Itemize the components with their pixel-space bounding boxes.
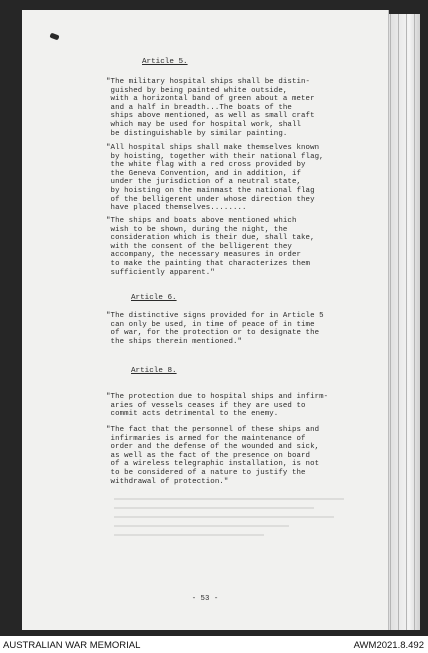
article-5-heading: Article 5. — [142, 58, 188, 66]
article-8-paragraph-1: "The protection due to hospital ships and infirm- aries of vessels ceases if they are used to commit acts detrimental to the enemy. — [106, 393, 329, 419]
institution-name: AUSTRALIAN WAR MEMORIAL — [3, 640, 141, 651]
archive-footer — [0, 636, 428, 653]
article-5-paragraph-1: "The military hospital ships shall be distin- guished by being painted white outside, with a horizontal band of green about a meter and a half in breadth...The boats of the ships above mentioned, as well as small craft which may be used for hospital work, shall be distinguishable by similar painting. — [106, 78, 315, 138]
punch-hole-mark — [49, 33, 59, 41]
show-through-text — [114, 498, 364, 543]
record-id: AWM2021.8.492 — [353, 640, 424, 651]
article-6-heading: Article 6. — [131, 294, 177, 302]
article-5-paragraph-3: "The ships and boats above mentioned which wish to be shown, during the night, the consideration which is their due, shall take, with the consent of the belligerent they accompany, the necessary measures in order to make the painting that characterizes them sufficiently apparent." — [106, 217, 315, 277]
article-5-paragraph-2: "All hospital ships shall make themselves known by hoisting, together with their national flag, the white flag with a red cross provided by the Geneva Convention, and in addition, if under the jurisdiction of a neutral state, by hoisting on the mainmast the national flag of the belligerent under whose direction they have placed themselves........ — [106, 144, 324, 213]
article-8-heading: Article 8. — [131, 367, 177, 375]
article-8-paragraph-2: "The fact that the personnel of these ships and infirmaries is armed for the maintenance of order and the defense of the wounded and sick, as well as the fact of the presence on board of a wireless telegraphic installation, is not to be considered of a nature to justify the withdrawal of protection." — [106, 426, 320, 486]
page-number: - 53 - — [191, 595, 219, 603]
document-page — [22, 10, 388, 630]
article-6-paragraph-1: "The distinctive signs provided for in Article 5 can only be used, in time of peace of in time of war, for the protection or to designate the the ships therein mentioned." — [106, 312, 324, 346]
stacked-page-edges — [384, 14, 420, 630]
